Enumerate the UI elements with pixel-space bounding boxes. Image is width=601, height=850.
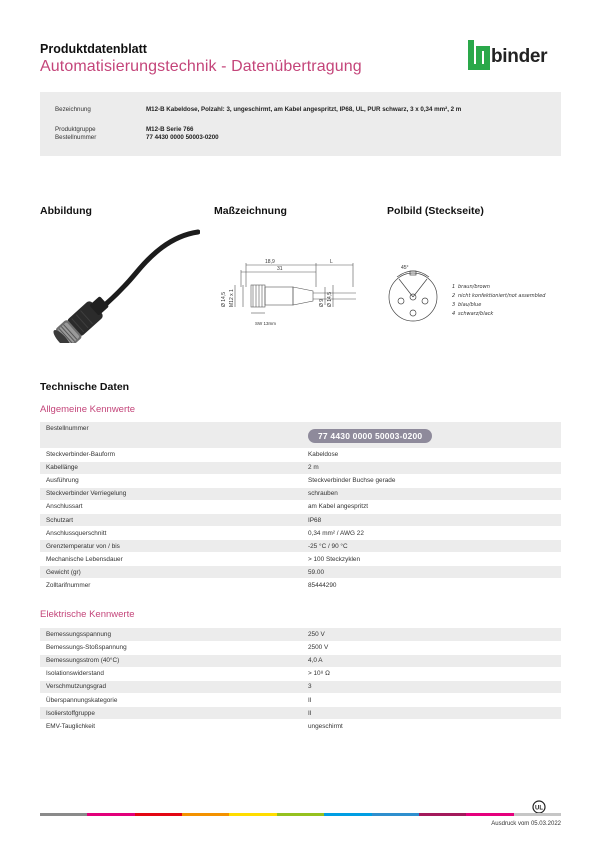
spec-label: Isolationswiderstand [40,667,302,680]
technical-data-heading: Technische Daten [40,381,130,393]
pin-legend-text: blau/blue [458,302,482,308]
color-bar-segment [372,813,419,816]
table-row [40,487,561,500]
spec-value: II [302,693,561,706]
spec-label: Bestellnummer [40,422,302,448]
table-row [40,693,561,706]
spec-value: am Kabel angespritzt [302,500,561,513]
table-row [40,654,561,667]
spec-value: schrauben [302,487,561,500]
dim-label: Ø 9 [319,298,325,307]
color-bar-segment [135,813,182,816]
color-bar-segment [324,813,371,816]
table-row [40,527,561,540]
color-bar-segment [87,813,134,816]
dim-label: M12 x 1 [229,289,235,307]
table-row [40,628,561,641]
spec-label: Isolierstoffgruppe [40,707,302,720]
spec-label: EMV-Tauglichkeit [40,720,302,733]
table-row [40,641,561,654]
spec-value: 59.00 [302,566,561,579]
spec-value: > 10⁸ Ω [302,667,561,680]
spec-value: -25 °C / 90 °C [302,540,561,553]
spec-value: > 100 Steckzyklen [302,553,561,566]
dim-label: Ø 14,5 [221,291,227,307]
info-label: Bezeichnung [55,106,91,113]
order-number-cell [302,422,561,448]
table-row [40,540,561,553]
table-row [40,707,561,720]
color-bar-segment [419,813,466,816]
footer-color-bar [40,813,561,816]
svg-text:UL: UL [535,805,543,812]
dim-label: SW 13mm [255,321,277,326]
general-values-heading: Allgemeine Kennwerte [40,404,136,415]
spec-value: Kabeldose [302,448,561,461]
spec-value: 2 m [302,461,561,474]
info-label: Bestellnummer [55,134,97,141]
table-row [40,422,561,448]
document-type: Produktdatenblatt [40,42,147,56]
table-row [40,680,561,693]
spec-label: Anschlussart [40,500,302,513]
spec-label: Anschlussquerschnitt [40,527,302,540]
color-bar-segment [514,813,561,816]
spec-label: Steckverbinder Verriegelung [40,487,302,500]
spec-label: Bemessungsstrom (40°C) [40,654,302,667]
table-row [40,500,561,513]
spec-value: ungeschirmt [302,720,561,733]
print-date: Ausdruck vom 05.03.2022 [491,821,561,827]
spec-value: II [302,707,561,720]
spec-label: Überspannungskategorie [40,693,302,706]
spec-label: Schutzart [40,513,302,526]
electrical-values-table [40,628,561,733]
table-row [40,474,561,487]
electrical-values-heading: Elektrische Kennwerte [40,609,135,620]
product-info-box [40,92,561,156]
spec-label: Bemessungsspannung [40,628,302,641]
color-bar-segment [277,813,324,816]
table-row [40,720,561,733]
product-photo [40,228,200,343]
info-row-product-group [55,126,193,133]
general-values-table [40,422,561,593]
table-row [40,461,561,474]
section-pinout-heading: Polbild (Steckseite) [387,205,484,217]
dim-label: 18,9 [265,259,275,265]
dim-label: L [330,259,333,265]
pin-angle-label: 45° [401,265,409,271]
spec-label: Kabellänge [40,461,302,474]
pin-layout-drawing [385,255,565,335]
spec-label: Ausführung [40,474,302,487]
spec-label: Grenztemperatur von / bis [40,540,302,553]
pin-legend-text: schwarz/black [458,311,494,317]
table-row [40,667,561,680]
color-bar-segment [466,813,513,816]
spec-value: 250 V [302,628,561,641]
table-row [40,566,561,579]
spec-value: 3 [302,680,561,693]
spec-label: Bemessungs-Stoßspannung [40,641,302,654]
spec-value: Steckverbinder Buchse gerade [302,474,561,487]
color-bar-segment [40,813,87,816]
spec-label: Verschmutzungsgrad [40,680,302,693]
info-row-designation [55,106,461,113]
info-label: Produktgruppe [55,126,96,133]
spec-value: IP68 [302,513,561,526]
spec-value: 0,34 mm² / AWG 22 [302,527,561,540]
pin-legend-number: 4 [452,311,456,317]
section-drawing-heading: Maßzeichnung [214,205,287,217]
info-value: M12-B Serie 766 [146,126,194,133]
table-row [40,513,561,526]
pin-legend-number: 3 [452,302,456,308]
spec-value: 4,0 A [302,654,561,667]
spec-value: 85444290 [302,579,561,592]
color-bar-segment [229,813,276,816]
spec-label: Steckverbinder-Bauform [40,448,302,461]
dim-label: Ø 14,5 [327,291,333,307]
info-value: 77 4430 0000 50003-0200 [146,134,219,141]
table-row [40,553,561,566]
dimension-drawing [213,255,363,335]
spec-label: Zolltarifnummer [40,579,302,592]
section-image-heading: Abbildung [40,205,92,217]
spec-value: 2500 V [302,641,561,654]
pin-legend-number: 1 [452,284,456,290]
color-bar-segment [182,813,229,816]
order-number-badge: 77 4430 0000 50003-0200 [308,429,432,443]
pin-legend-text: nicht konfektioniert/not assembled [458,293,546,299]
table-row [40,448,561,461]
info-value: M12-B Kabeldose, Polzahl: 3, ungeschirmt, am Kabel angespritzt, IP68, UL, PUR schwarz, 3 x 0,34 mm², 2 m [146,106,462,113]
pin-legend-number: 2 [452,293,456,299]
ul-certification-icon [527,800,551,814]
spec-label: Gewicht (gr) [40,566,302,579]
table-row [40,579,561,592]
pin-legend-text: braun/brown [458,284,490,290]
info-row-order-number [55,134,219,141]
dim-label: 31 [277,266,283,272]
spec-label: Mechanische Lebensdauer [40,553,302,566]
logo-wordmark: binder [491,46,548,67]
page-title: Automatisierungstechnik - Datenübertragung [40,58,362,75]
